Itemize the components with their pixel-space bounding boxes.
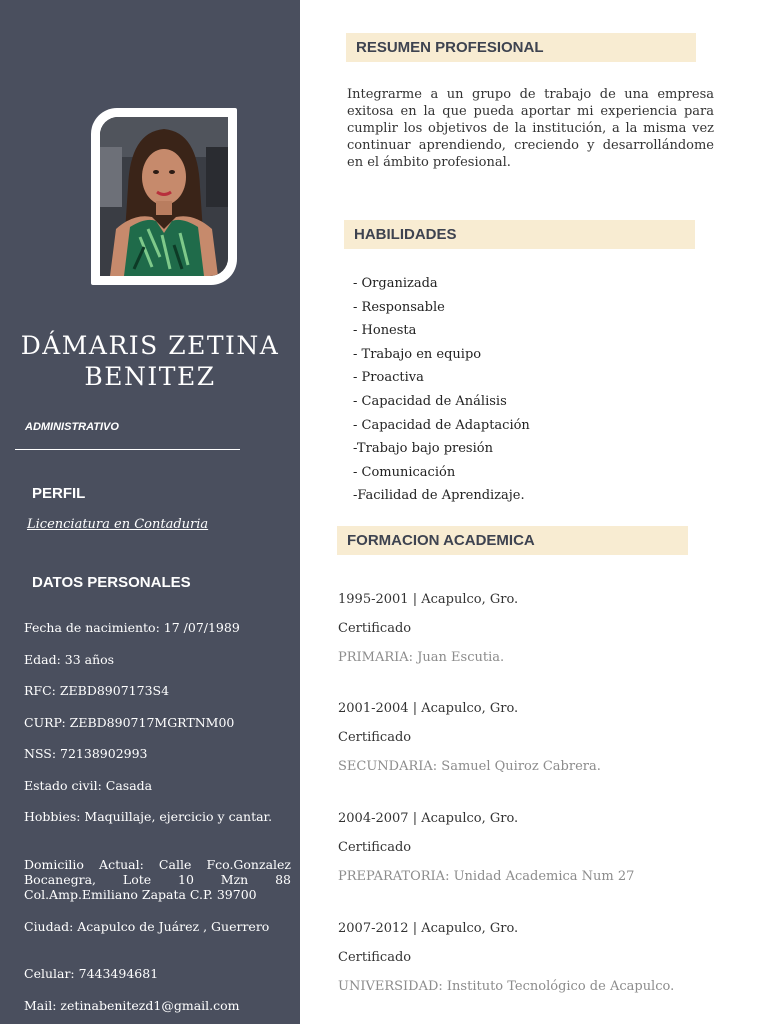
education-years: 2007-2012 | Acapulco, Gro. bbox=[338, 921, 519, 936]
personal-nss: NSS: 72138902993 bbox=[24, 746, 148, 761]
profile-photo-image bbox=[100, 117, 228, 276]
person-name: DÁMARIS ZETINA BENITEZ bbox=[20, 331, 280, 391]
skill-item: - Organizada bbox=[353, 276, 438, 291]
perfil-heading: PERFIL bbox=[32, 485, 86, 502]
education-school: SECUNDARIA: Samuel Quiroz Cabrera. bbox=[338, 759, 601, 774]
profile-photo bbox=[100, 117, 228, 276]
resumen-heading: RESUMEN PROFESIONAL bbox=[356, 39, 544, 56]
education-school: PRIMARIA: Juan Escutia. bbox=[338, 650, 505, 665]
personal-rfc: RFC: ZEBD8907173S4 bbox=[24, 683, 170, 698]
formacion-heading: FORMACION ACADEMICA bbox=[347, 532, 535, 549]
skill-item: - Honesta bbox=[353, 323, 417, 339]
sidebar bbox=[0, 0, 300, 1024]
skill-item: -Facilidad de Aprendizaje. bbox=[353, 488, 525, 504]
education-school: UNIVERSIDAD: Instituto Tecnológico de Acapulco. bbox=[338, 979, 675, 994]
personal-email: Mail: zetinabenitezd1@gmail.com bbox=[24, 998, 240, 1013]
education-years: 1995-2001 | Acapulco, Gro. bbox=[338, 592, 519, 607]
formacion-section-bar bbox=[337, 526, 688, 555]
job-role: ADMINISTRATIVO bbox=[25, 421, 119, 433]
personal-age: Edad: 33 años bbox=[24, 652, 115, 667]
education-certificate: Certificado bbox=[338, 621, 412, 636]
habilidades-section-bar bbox=[344, 220, 695, 249]
education-entry bbox=[338, 811, 738, 884]
personal-phone: Celular: 7443494681 bbox=[24, 966, 159, 981]
skill-item: - Trabajo en equipo bbox=[353, 346, 482, 362]
personal-birthdate: Fecha de nacimiento: 17 /07/1989 bbox=[24, 620, 240, 635]
resumen-text: Integrarme a un grupo de trabajo de una empresa exitosa en la que pueda aportar mi experiencia para cumplir los objetivos de la institución, a la misma vez continuar aprendiendo, creciendo y desarrollándome en el ámbito profesional. bbox=[347, 87, 714, 170]
personal-address: Domicilio Actual: Calle Fco.Gonzalez Bocanegra, Lote 10 Mzn 88 Col.Amp.Emiliano Zapata C.P. 39700 bbox=[24, 857, 291, 902]
education-certificate: Certificado bbox=[338, 730, 412, 745]
resumen-section-bar bbox=[346, 33, 696, 62]
education-school: PREPARATORIA: Unidad Academica Num 27 bbox=[338, 869, 635, 884]
education-years: 2004-2007 | Acapulco, Gro. bbox=[338, 811, 519, 826]
skill-item: -Trabajo bajo presión bbox=[353, 441, 493, 457]
personal-curp: CURP: ZEBD890717MGRTNM00 bbox=[24, 715, 235, 730]
education-entry bbox=[338, 921, 738, 994]
profile-photo-frame bbox=[91, 108, 237, 285]
habilidades-heading: HABILIDADES bbox=[354, 226, 457, 243]
education-certificate: Certificado bbox=[338, 840, 412, 855]
perfil-degree: Licenciatura en Contaduria bbox=[27, 517, 209, 532]
education-entry bbox=[338, 701, 738, 774]
skill-item: - Capacidad de Análisis bbox=[353, 393, 507, 409]
personal-marital-status: Estado civil: Casada bbox=[24, 778, 153, 793]
personal-city: Ciudad: Acapulco de Juárez , Guerrero bbox=[24, 919, 270, 934]
education-entry bbox=[338, 592, 738, 665]
skill-item: - Responsable bbox=[353, 299, 445, 315]
skill-item: - Proactiva bbox=[353, 370, 424, 386]
sidebar-divider bbox=[15, 449, 240, 450]
education-years: 2001-2004 | Acapulco, Gro. bbox=[338, 701, 519, 716]
skill-item: - Capacidad de Adaptación bbox=[353, 417, 530, 433]
education-certificate: Certificado bbox=[338, 950, 412, 965]
skill-item: - Comunicación bbox=[353, 464, 456, 480]
skills-list bbox=[353, 272, 530, 508]
datos-personales-heading: DATOS PERSONALES bbox=[32, 574, 191, 591]
personal-hobbies: Hobbies: Maquillaje, ejercicio y cantar. bbox=[24, 809, 273, 824]
